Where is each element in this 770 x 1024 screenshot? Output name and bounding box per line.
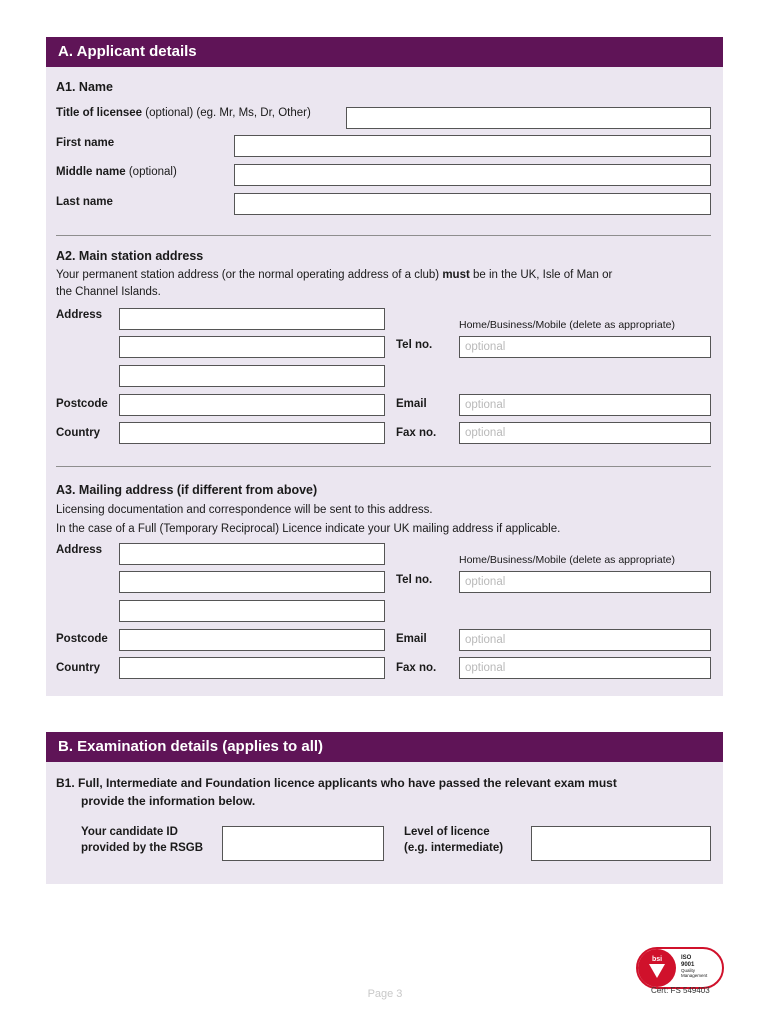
first-name-input[interactable] xyxy=(234,135,711,157)
a3-description-line1: Licensing documentation and correspondence will be sent to this address. xyxy=(56,504,433,516)
first-name-label: First name xyxy=(56,137,115,149)
bsi-iso-logo xyxy=(636,947,724,989)
candidate-id-label: Your candidate ID xyxy=(81,826,178,838)
a2-address-line2-input[interactable] xyxy=(119,336,385,358)
a3-phone-type-note: Home/Business/Mobile (delete as appropriate) xyxy=(459,554,675,566)
a2-fax-input[interactable] xyxy=(459,422,711,444)
a2-country-input[interactable] xyxy=(119,422,385,444)
a3-fax-label: Fax no. xyxy=(396,662,437,674)
a2-postcode-label: Postcode xyxy=(56,398,108,410)
section-a-panel xyxy=(46,67,723,696)
a2-heading: A2. Main station address xyxy=(56,249,204,263)
a3-heading: A3. Mailing address (if different from above) xyxy=(56,483,318,497)
title-input[interactable] xyxy=(346,107,711,129)
a2-address-line1-input[interactable] xyxy=(119,308,385,330)
last-name-input[interactable] xyxy=(234,193,711,215)
a1-heading: A1. Name xyxy=(56,80,113,94)
a2-email-input[interactable] xyxy=(459,394,711,416)
divider xyxy=(56,466,711,467)
section-b-header: B. Examination details (applies to all) xyxy=(46,732,723,762)
a2-country-label: Country xyxy=(56,427,101,439)
iso-line1: ISO xyxy=(681,955,692,961)
section-b-panel xyxy=(46,762,723,884)
a3-tel-label: Tel no. xyxy=(396,574,433,586)
last-name-label: Last name xyxy=(56,196,113,208)
middle-name-input[interactable] xyxy=(234,164,711,186)
title-label: Title of licensee (optional) (eg. Mr, Ms, Dr, Other) xyxy=(56,107,311,119)
a2-address-line3-input[interactable] xyxy=(119,365,385,387)
a3-country-label: Country xyxy=(56,662,101,674)
iso-line2: 9001 xyxy=(681,962,695,968)
a3-fax-input[interactable] xyxy=(459,657,711,679)
a2-postcode-input[interactable] xyxy=(119,394,385,416)
a2-address-label: Address xyxy=(56,309,103,321)
a3-tel-input[interactable] xyxy=(459,571,711,593)
a3-country-input[interactable] xyxy=(119,657,385,679)
a3-email-label: Email xyxy=(396,633,427,645)
divider xyxy=(56,235,711,236)
licence-level-label-2: (e.g. intermediate) xyxy=(404,842,504,854)
a3-address-line3-input[interactable] xyxy=(119,600,385,622)
b1-line2: provide the information below. xyxy=(81,794,256,808)
page-number: Page 3 xyxy=(367,988,403,1000)
licence-level-label: Level of licence xyxy=(404,826,490,838)
a3-description-line2: In the case of a Full (Temporary Reciprocal) Licence indicate your UK mailing address if applicable. xyxy=(56,523,561,535)
a2-email-label: Email xyxy=(396,398,427,410)
iso-line3: Quality xyxy=(681,968,696,973)
a2-tel-input[interactable] xyxy=(459,336,711,358)
b1-line1: B1. Full, Intermediate and Foundation licence applicants who have passed the relevant exam must xyxy=(56,776,617,790)
section-a-header: A. Applicant details xyxy=(46,37,723,67)
a2-phone-type-note: Home/Business/Mobile (delete as appropriate) xyxy=(459,319,675,331)
iso-line4: Management xyxy=(681,973,708,978)
candidate-id-input[interactable] xyxy=(222,826,384,861)
a3-address-label: Address xyxy=(56,544,103,556)
cert-number: Cert: FS 549403 xyxy=(651,986,710,995)
middle-name-label: Middle name (optional) xyxy=(56,166,177,178)
candidate-id-label-2: provided by the RSGB xyxy=(81,842,204,854)
a2-description: Your permanent station address (or the normal operating address of a club) must be in the UK, Isle of Man or xyxy=(56,269,613,281)
a3-email-input[interactable] xyxy=(459,629,711,651)
licence-level-input[interactable] xyxy=(531,826,711,861)
a2-fax-label: Fax no. xyxy=(396,427,437,439)
a2-description-line2: the Channel Islands. xyxy=(56,286,161,298)
a3-address-line1-input[interactable] xyxy=(119,543,385,565)
a3-address-line2-input[interactable] xyxy=(119,571,385,593)
a2-tel-label: Tel no. xyxy=(396,339,433,351)
a3-postcode-input[interactable] xyxy=(119,629,385,651)
logo-text: bsi xyxy=(651,956,663,963)
a3-postcode-label: Postcode xyxy=(56,633,108,645)
